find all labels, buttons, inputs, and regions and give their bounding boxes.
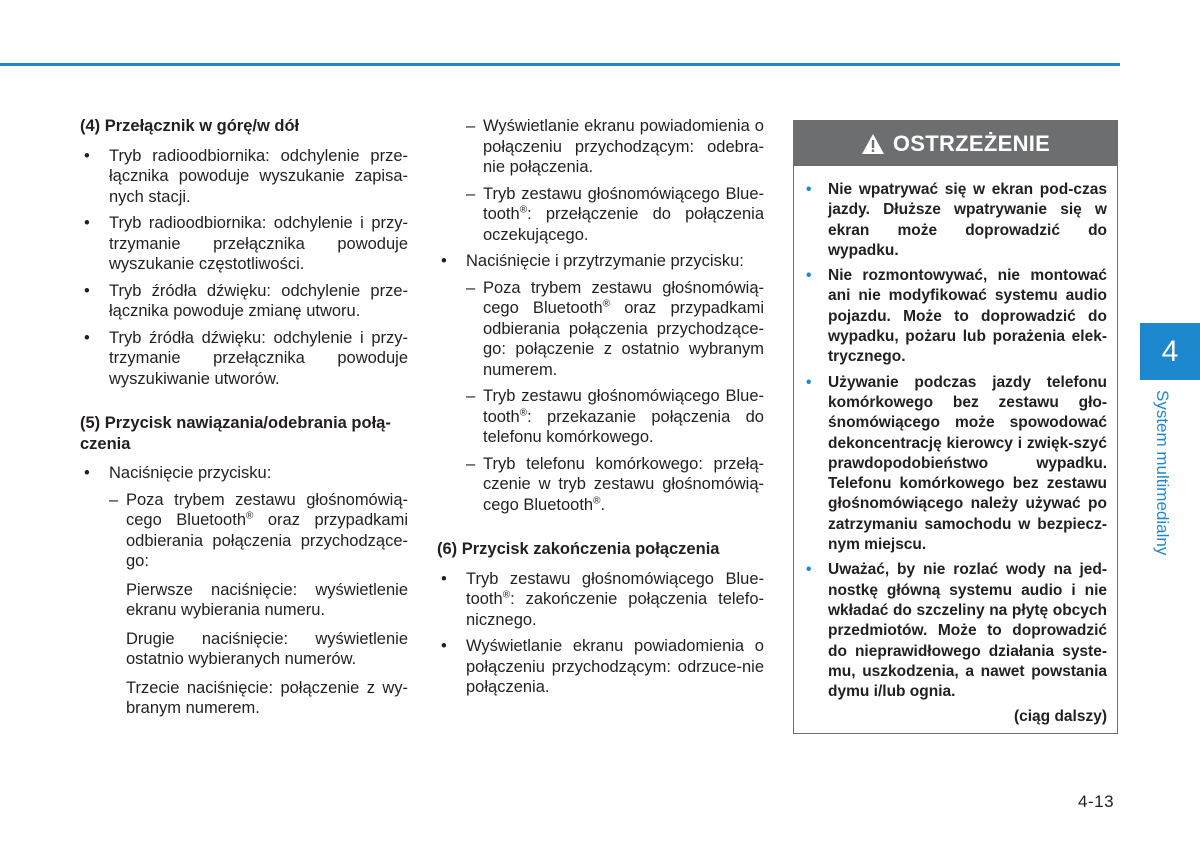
bullet-icon: • bbox=[84, 146, 90, 165]
sub-list bbox=[80, 490, 408, 719]
bullet-icon: • bbox=[441, 252, 447, 270]
column-left bbox=[80, 116, 408, 719]
dash-icon: – bbox=[466, 184, 476, 203]
warning-box bbox=[793, 120, 1118, 734]
bullet-icon: • bbox=[806, 267, 812, 285]
dash-item: – Wyświetlanie ekranu powiadomienia o połączeniu przychodzącym: odebra-nie połączenia. bbox=[466, 117, 764, 176]
dash-icon: – bbox=[466, 454, 476, 473]
warning-item: • Nie wpatrywać się w ekran pod-czas jazdy. Dłuższe wpatrywanie się w ekran może doprowadzić do wypadku. bbox=[806, 181, 1107, 259]
dash-item: – Tryb zestawu głośnomówiącego Blue-tooth®: przekazanie połączenia do telefonu komórkowego. bbox=[466, 387, 764, 446]
chapter-title: System multimedialny bbox=[1153, 390, 1172, 556]
bullet-icon: • bbox=[84, 214, 90, 232]
list-item: • Tryb źródła dźwięku: odchylenie i przy-trzymanie przełącznika powoduje wyszukiwanie utworów. bbox=[84, 328, 408, 388]
bullet-icon: • bbox=[84, 464, 90, 482]
list-item: • Tryb źródła dźwięku: odchylenie prze-łącznika powoduje zmianę utworu. bbox=[84, 281, 408, 320]
bullet-icon: • bbox=[806, 181, 812, 198]
section-6-heading: (6) Przycisk zakończenia połączenia bbox=[437, 540, 720, 558]
page-number: 4-13 bbox=[1078, 792, 1115, 811]
list-item: • Tryb zestawu głośnomówiącego Blue-tooth®: zakończenie połączenia telefo-nicznego. bbox=[441, 569, 764, 629]
list-item: • Naciśnięcie i przytrzymanie przycisku: bbox=[441, 252, 744, 270]
dash-icon: – bbox=[466, 278, 476, 297]
bullet-icon: • bbox=[441, 637, 447, 655]
warning-item: • Uważać, by nie rozlać wody na jed-nostkę główną systemu audio i nie wkładać do szczeliny na płytę obcych przedmiotów. Może to doprowadzić do nieprawidłowego działania syste-mu, uszkodzenia, a nawet powstania dymu i/lub ognia. bbox=[806, 561, 1107, 701]
dash-item: – Poza trybem zestawu głośnomówią-cego Bluetooth® oraz przypadkami odbierania połączenia przychodzące-go: połączenie z ostatnio wybranym numerem. bbox=[466, 278, 764, 379]
continued-label: (ciąg dalszy) bbox=[1013, 708, 1107, 726]
list-item: • Tryb radioodbiornika: odchylenie prze-łącznika powoduje wyszukanie zapisa-nych stacji. bbox=[84, 146, 408, 206]
bullet-icon: • bbox=[441, 569, 447, 588]
dash-icon: – bbox=[466, 117, 476, 135]
dash-item: – Poza trybem zestawu głośnomówią-cego Bluetooth® oraz przypadkami odbierania połączenia przychodzące-go: bbox=[109, 490, 408, 570]
top-rule bbox=[0, 63, 1120, 66]
column-middle bbox=[437, 116, 764, 704]
dash-item: – Tryb zestawu głośnomówiącego Blue-tooth®: przełączenie do połączenia oczekującego. bbox=[466, 184, 764, 244]
bullet-icon: • bbox=[806, 373, 812, 391]
press-3-text: Trzecie naciśnięcie: połączenie z wy-branym numerem. bbox=[126, 678, 408, 717]
press-2-text: Drugie naciśnięcie: wyświetlenie ostatnio wybieranych numerów. bbox=[126, 629, 408, 668]
list-item: • Tryb radioodbiornika: odchylenie i przy-trzymanie przełącznika powoduje wyszukanie częstotliwości. bbox=[84, 214, 408, 273]
dash-item: – Tryb telefonu komórkowego: przełą-czenie w tryb zestawu głośnomówią-cego Bluetooth®. bbox=[466, 454, 764, 514]
warning-header bbox=[794, 121, 1117, 166]
bullet-icon: • bbox=[84, 281, 90, 300]
warning-title: OSTRZEŻENIE bbox=[892, 130, 1051, 156]
list-item: • Wyświetlanie ekranu powiadomienia o połączeniu przychodzącym: odrzuce-nie połączenia. bbox=[441, 637, 764, 696]
chapter-tab: 4 bbox=[1140, 323, 1200, 380]
warning-item: • Używanie podczas jazdy telefonu komórkowego bez zestawu gło-śnomówiącego może spowodować dekoncentrację kierowcy i zwięk-szyć prawdopodobieństwo wypadku. Telefonu komórkowego bez zestawu głośnomówiącego należy używać po zatrzymaniu samochodu w bezpiecz-nym miejscu. bbox=[806, 373, 1107, 554]
list-item: • Naciśnięcie przycisku: bbox=[84, 464, 272, 482]
press-1-text: Pierwsze naciśnięcie: wyświetlenie ekranu wybierania numeru. bbox=[126, 580, 408, 619]
warning-triangle-icon bbox=[861, 133, 885, 155]
dash-icon: – bbox=[466, 387, 476, 405]
warning-body bbox=[794, 166, 1117, 728]
section-4-heading: (4) Przełącznik w górę/w dół bbox=[80, 117, 300, 135]
section-5-heading: (5) Przycisk nawiązania/odebrania połą-czenia bbox=[80, 414, 391, 453]
bullet-icon: • bbox=[806, 561, 812, 579]
dash-icon: – bbox=[109, 490, 119, 509]
bullet-icon: • bbox=[84, 328, 90, 347]
warning-item: • Nie rozmontowywać, nie montować ani nie modyfikować systemu audio pojazdu. Może to doprowadzić do wypadku, pożaru lub porażenia elek-trycznego. bbox=[806, 267, 1107, 366]
